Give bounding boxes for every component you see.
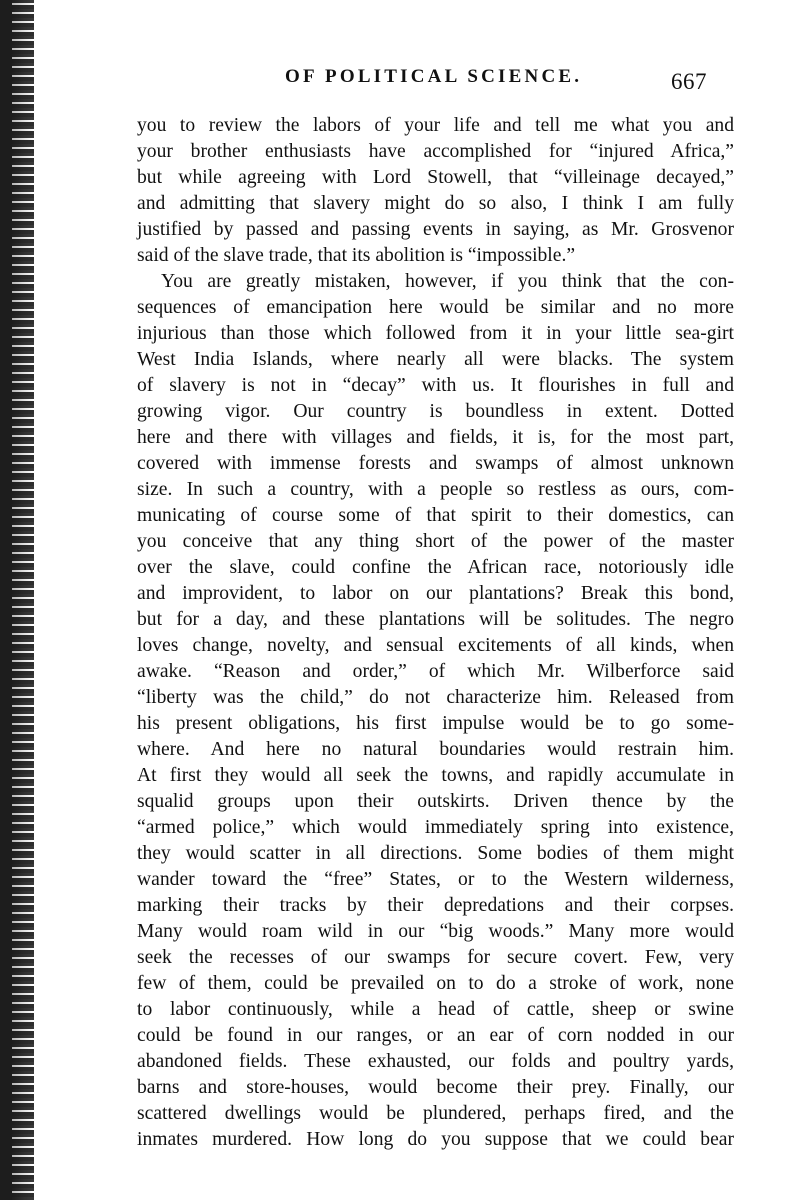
- running-head-title: OF POLITICAL SCIENCE.: [285, 66, 583, 87]
- text-line: West India Islands, where nearly all were blacks. The system: [137, 349, 734, 370]
- page-binding-edge: [0, 0, 34, 1200]
- text-line: injurious than those which followed from it in your little sea-girt: [137, 323, 734, 344]
- text-line: municating of course some of that spirit to their domestics, can: [137, 505, 734, 526]
- text-line: sequences of emancipation here would be similar and no more: [137, 297, 734, 318]
- text-line: growing vigor. Our country is boundless in extent. Dotted: [137, 401, 734, 422]
- text-line: wander toward the “free” States, or to the Western wilderness,: [137, 869, 734, 890]
- text-line: Many would roam wild in our “big woods.” Many more would: [137, 921, 734, 942]
- page-number: 667: [671, 69, 707, 94]
- text-line: justified by passed and passing events in saying, as Mr. Grosvenor: [137, 219, 734, 240]
- text-line: and admitting that slavery might do so also, I think I am fully: [137, 193, 734, 214]
- text-line: to labor continuously, while a head of cattle, sheep or swine: [137, 999, 734, 1020]
- text-line: At first they would all seek the towns, and rapidly accumulate in: [137, 765, 734, 786]
- text-line: “armed police,” which would immediately spring into existence,: [137, 817, 734, 838]
- text-line: squalid groups upon their outskirts. Driven thence by the: [137, 791, 734, 812]
- text-line: of slavery is not in “decay” with us. It flourishes in full and: [137, 375, 734, 396]
- text-line: marking their tracks by their depredations and their corpses.: [137, 895, 734, 916]
- text-line: where. And here no natural boundaries would restrain him.: [137, 739, 734, 760]
- text-line: could be found in our ranges, or an ear of corn nodded in our: [137, 1025, 734, 1046]
- text-line: covered with immense forests and swamps of almost unknown: [137, 453, 734, 474]
- text-line: your brother enthusiasts have accomplished for “injured Africa,”: [137, 141, 734, 162]
- text-line: size. In such a country, with a people so restless as ours, com-: [137, 479, 734, 500]
- text-line: “liberty was the child,” do not characterize him. Released from: [137, 687, 734, 708]
- text-line: over the slave, could confine the African race, notoriously idle: [137, 557, 734, 578]
- text-line: but for a day, and these plantations will be solitudes. The negro: [137, 609, 734, 630]
- text-line: his present obligations, his first impulse would be to go some-: [137, 713, 734, 734]
- text-line: you to review the labors of your life and tell me what you and: [137, 115, 734, 136]
- text-line: here and there with villages and fields, it is, for the most part,: [137, 427, 734, 448]
- text-line: they would scatter in all directions. Some bodies of them might: [137, 843, 734, 864]
- text-line: seek the recesses of our swamps for secure covert. Few, very: [137, 947, 734, 968]
- text-line: awake. “Reason and order,” of which Mr. Wilberforce said: [137, 661, 734, 682]
- text-line: inmates murdered. How long do you suppose that we could bear: [137, 1129, 734, 1150]
- text-line: and improvident, to labor on our plantations? Break this bond,: [137, 583, 734, 604]
- text-line: barns and store-houses, would become their prey. Finally, our: [137, 1077, 734, 1098]
- text-line: you conceive that any thing short of the power of the master: [137, 531, 734, 552]
- text-line: loves change, novelty, and sensual excitements of all kinds, when: [137, 635, 734, 656]
- text-line: said of the slave trade, that its abolition is “impossible.”: [137, 245, 576, 266]
- text-line: abandoned fields. These exhausted, our folds and poultry yards,: [137, 1051, 734, 1072]
- text-line: few of them, could be prevailed on to do a stroke of work, none: [137, 973, 734, 994]
- paragraph-start-line: You are greatly mistaken, however, if you think that the con-: [161, 271, 734, 292]
- text-line: scattered dwellings would be plundered, perhaps fired, and the: [137, 1103, 734, 1124]
- text-line: but while agreeing with Lord Stowell, that “villeinage decayed,”: [137, 167, 734, 188]
